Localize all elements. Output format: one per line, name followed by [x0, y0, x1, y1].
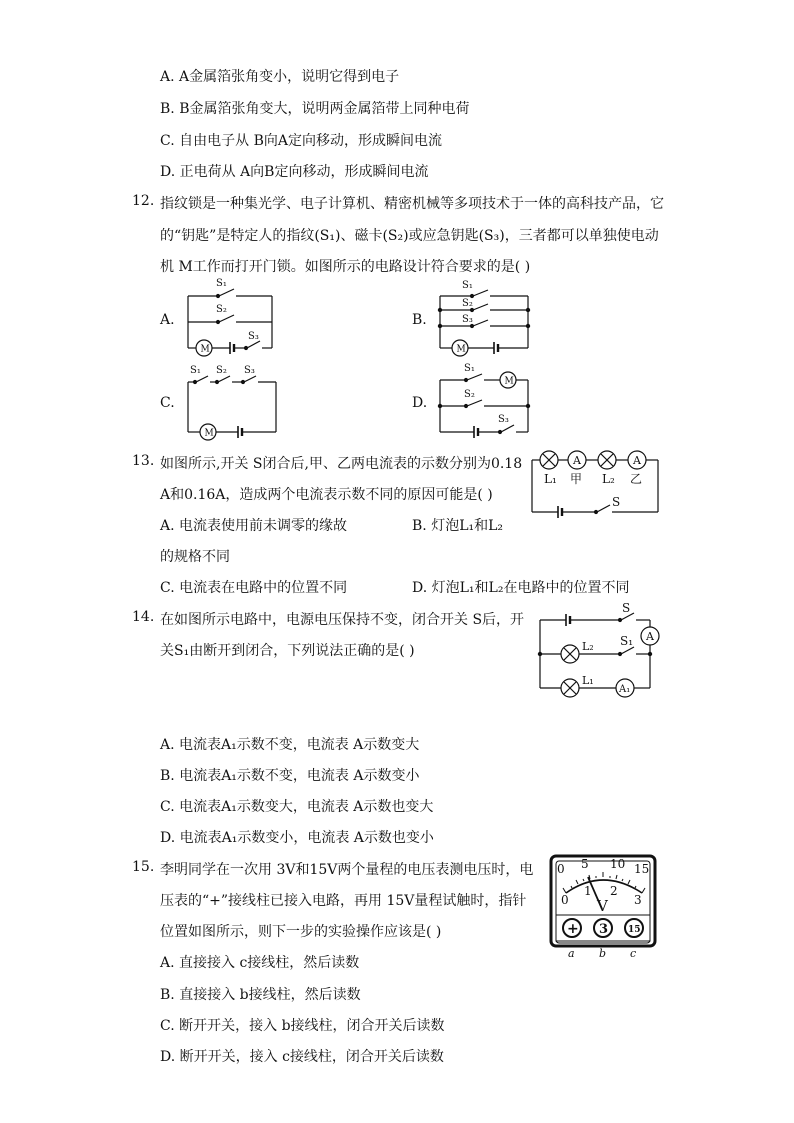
- q13-circuit-figure: [528, 448, 662, 522]
- q13-option-b: B. 灯泡L₁和L₂: [412, 518, 504, 534]
- q14-ammeter-a1-symbol: A₁: [619, 684, 631, 695]
- q11-option-c: C. 自由电子从 B向A定向移动，形成瞬间电流: [160, 133, 442, 149]
- q15-scale-top-15: 15: [634, 862, 650, 876]
- q15-option-d: D. 断开开关，接入 c接线柱，闭合开关后读数: [160, 1049, 444, 1065]
- q11-option-d: D. 正电荷从 A向B定向移动，形成瞬间电流: [160, 164, 429, 180]
- q13-option-d: D. 灯泡L₁和L₂在电路中的位置不同: [412, 580, 630, 596]
- q13-ammeter-jia-symbol: A: [573, 454, 581, 467]
- q12c-s2-label: S₂: [216, 365, 227, 376]
- q15-scale-bottom-1: 1: [584, 884, 592, 898]
- q14-stem-line2: 关S₁由断开到闭合，下列说法正确的是( ): [160, 643, 415, 659]
- q15-option-c: C. 断开开关，接入 b接线柱，闭合开关后读数: [160, 1018, 445, 1034]
- q13-stem-line2: A和0.16A，造成两个电流表示数不同的原因可能是( ): [160, 487, 493, 503]
- q12c-s1-label: S₁: [190, 365, 201, 376]
- q12d-s1-label: S₁: [464, 363, 475, 374]
- q14-l2-label: L₂: [582, 640, 594, 653]
- q13-jia-label: 甲: [570, 472, 583, 486]
- q13-l1-label: L₁: [544, 472, 557, 486]
- q13-option-b-continued: 的规格不同: [160, 549, 230, 565]
- q12-stem-line1: 指纹锁是一种集光学、电子计算机、精密机械等多项技术于一体的高科技产品，它: [160, 196, 664, 212]
- q15-scale-bottom-0: 0: [561, 893, 569, 907]
- q15-terminal-plus: +: [567, 921, 579, 937]
- q15-terminal-b-label: b: [599, 947, 607, 960]
- q12-circuit-c: [182, 364, 282, 442]
- q12-label-c: C.: [160, 395, 175, 411]
- q13-l2-label: L₂: [602, 472, 615, 486]
- q15-terminal-3: 3: [599, 922, 609, 937]
- q12-circuit-a: [180, 276, 280, 360]
- q13-switch-label: S: [612, 495, 621, 509]
- q12-label-a: A.: [160, 312, 175, 328]
- q12b-s1-label: S₁: [462, 280, 473, 291]
- q12a-s3-label: S₃: [248, 331, 259, 342]
- q12d-motor-label: M: [504, 376, 514, 387]
- q15-scale-top-10: 10: [610, 857, 626, 871]
- q14-l1-label: L₁: [582, 674, 594, 687]
- q15-terminal-15: 15: [628, 925, 641, 935]
- q15-terminal-a-label: a: [568, 947, 575, 960]
- q14-number: 14.: [132, 609, 155, 625]
- q15-option-a: A. 直接接入 c接线柱，然后读数: [160, 955, 360, 971]
- q11-option-b: B. B金属箔张角变大，说明两金属箔带上同种电荷: [160, 101, 470, 117]
- q12a-s1-label: S₁: [216, 278, 227, 289]
- q12-circuit-d: [434, 364, 534, 442]
- q12d-s3-label: S₃: [498, 414, 509, 425]
- q12b-s3-label: S₃: [462, 314, 473, 325]
- q15-stem-line3: 位置如图所示，则下一步的实验操作应该是( ): [160, 924, 442, 940]
- q15-voltmeter-figure: [548, 853, 660, 961]
- q12a-motor-label: M: [200, 344, 210, 355]
- q12-label-d: D.: [412, 395, 428, 411]
- q14-option-b: B. 电流表A₁示数不变，电流表 A示数变小: [160, 768, 420, 784]
- q13-option-c: C. 电流表在电路中的位置不同: [160, 580, 348, 596]
- q12-circuit-b: [434, 280, 534, 360]
- q15-scale-bottom-2: 2: [610, 884, 618, 898]
- q15-terminal-c-label: c: [630, 947, 637, 960]
- q12-stem-line3: 机 M工作而打开门锁。如图所示的电路设计符合要求的是( ): [160, 259, 531, 275]
- q12-stem-line2: 的“钥匙”是特定人的指纹(S₁)、磁卡(S₂)或应急钥匙(S₃)，三者都可以单独使电动: [160, 228, 659, 244]
- q12-number: 12.: [132, 193, 155, 209]
- q12c-s3-label: S₃: [244, 365, 255, 376]
- q14-ammeter-a-symbol: A: [646, 630, 654, 643]
- q13-number: 13.: [132, 453, 155, 469]
- q13-option-a: A. 电流表使用前未调零的缘故: [160, 518, 348, 534]
- q15-unit-label: V: [597, 897, 608, 915]
- q13-yi-label: 乙: [630, 472, 643, 486]
- q15-scale-top-0: 0: [557, 862, 565, 876]
- q15-scale-bottom-3: 3: [634, 893, 642, 907]
- q11-option-a: A. A金属箔张角变小，说明它得到电子: [160, 69, 400, 85]
- q13-ammeter-yi-symbol: A: [633, 454, 641, 467]
- q14-switch-s-label: S: [622, 601, 631, 615]
- q12b-s2-label: S₂: [462, 298, 473, 309]
- q12b-motor-label: M: [456, 344, 466, 355]
- q14-stem-line1: 在如图所示电路中，电源电压保持不变，闭合开关 S后，开: [160, 612, 525, 628]
- q14-switch-s1-label: S₁: [620, 634, 634, 648]
- q14-option-a: A. 电流表A₁示数不变，电流表 A示数变大: [160, 737, 420, 753]
- q15-number: 15.: [132, 859, 155, 875]
- q15-stem-line2: 压表的“+”接线柱已接入电路，再用 15V量程试触时，指针: [160, 893, 527, 909]
- q12d-s2-label: S₂: [464, 389, 475, 400]
- q12a-s2-label: S₂: [216, 304, 227, 315]
- q15-option-b: B. 直接接入 b接线柱，然后读数: [160, 987, 361, 1003]
- q14-option-d: D. 电流表A₁示数变小，电流表 A示数也变小: [160, 830, 434, 846]
- q15-scale-top-5: 5: [581, 857, 589, 871]
- q13-stem-line1: 如图所示,开关 S闭合后,甲、乙两电流表的示数分别为0.18: [160, 456, 523, 472]
- q14-option-c: C. 电流表A₁示数变大，电流表 A示数也变大: [160, 799, 434, 815]
- q15-stem-line1: 李明同学在一次用 3V和15V两个量程的电压表测电压时，电: [160, 862, 534, 878]
- q12c-motor-label: M: [204, 428, 214, 439]
- q12-label-b: B.: [412, 312, 427, 328]
- q14-circuit-figure: [536, 601, 666, 704]
